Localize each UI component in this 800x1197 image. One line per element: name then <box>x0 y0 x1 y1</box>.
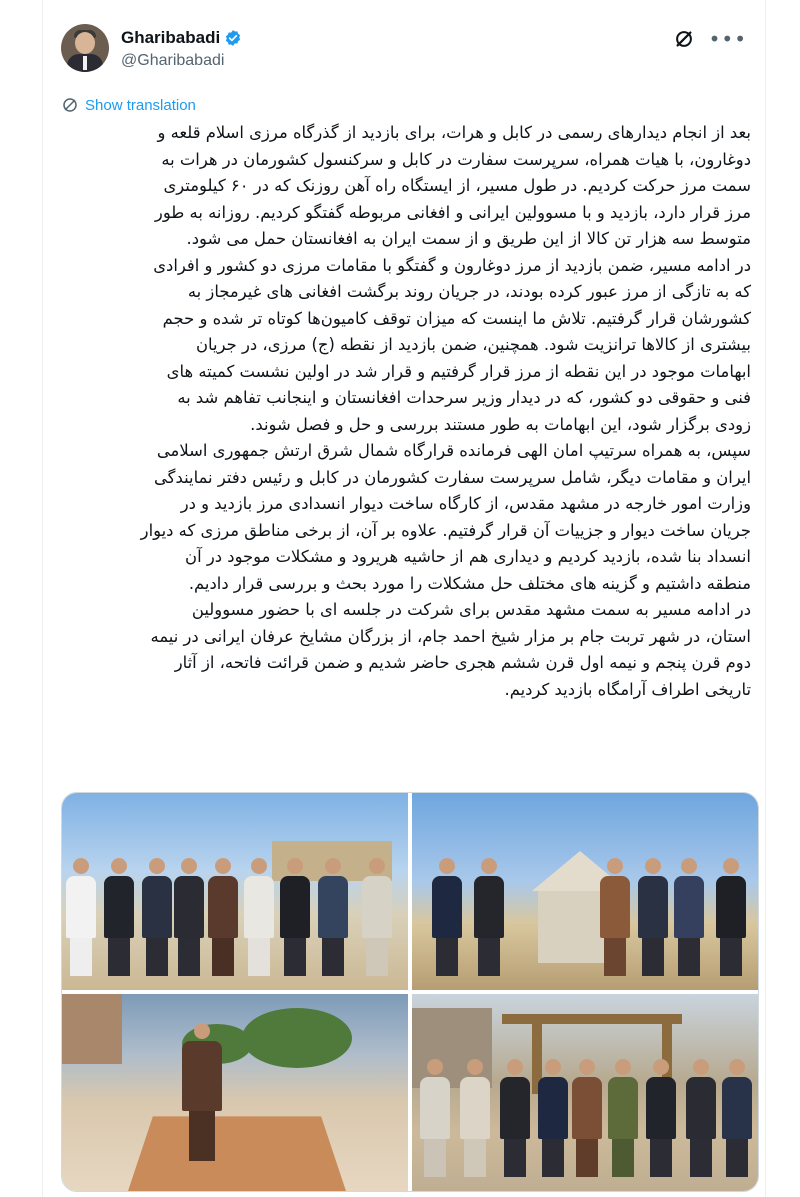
author-handle[interactable]: @Gharibabadi <box>121 52 225 69</box>
tweet-line: دوم قرن پنجم و نیمه اول قرن ششم هجری حاضر شدیم و ضمن قرائت فاتحه، از آثار <box>174 653 751 672</box>
photo-border-marker[interactable] <box>412 793 758 990</box>
grok-icon[interactable] <box>673 28 695 50</box>
tweet-line: زودی برگزار شود، این ابهامات به طور مستند بررسی و حل و فصل شوند. <box>250 414 751 434</box>
tweet-line: منطقه داشتیم و گزینه های مختلف حل مشکلات را مورد بحث و بررسی قرار دادیم. <box>188 573 751 593</box>
photo-construction-site[interactable] <box>412 994 758 1191</box>
tweet-line: کشورشان قرار گرفتیم. تلاش ما اینست که میزان توقف کامیون‌ها کوتاه تر شده و حجم <box>162 308 751 328</box>
tweet-line: در ادامه مسیر به سمت مشهد مقدس برای شرکت در جلسه ای با حضور مسوولین <box>191 600 751 619</box>
more-icon[interactable]: ••• <box>708 27 747 51</box>
photo-man-on-walkway[interactable] <box>62 994 408 1191</box>
tweet-line: در ادامه مسیر، ضمن بازدید از مرز دوغارون و گفتگو با مقامات مرزی دو کشور و افرادی <box>153 255 751 275</box>
tweet-line: مرز قرار دارد، بازدید و با مسوولین ایرانی و افغانی مربوطه گفتگو کردیم. روزانه به طور <box>154 202 751 222</box>
tweet-line: ابهامات موجود در این نقطه از مرز قرار گرفتیم و قرار شد در اولین نشست کمیته های <box>166 361 751 381</box>
tweet-text <box>61 120 751 703</box>
author-name[interactable]: Gharibabadi <box>121 28 221 47</box>
verified-badge-icon <box>224 29 242 47</box>
header-actions <box>673 28 747 50</box>
tweet-line: دوغارون، با هیات همراه، سرپرست سفارت در کابل و سرکنسول کشورمان در هرات به <box>161 149 751 169</box>
tweet-line: انسداد بنا شده، بازدید کردیم و دیداری هم از حاشیه هریرود و مشکلات موجود در آن <box>185 547 751 566</box>
show-translation-label[interactable]: Show translation <box>85 96 196 114</box>
avatar[interactable] <box>61 24 109 72</box>
tweet-card <box>42 0 766 1197</box>
tweet-line: استان، در شهر تربت جام بر مزار شیخ احمد جام، از بزرگان مشایخ عرفان ایرانی در نیمه <box>150 626 751 646</box>
tweet-line: که به تازگی از مرز عبور کرده بودند، در جریان روند برگشت افغانی های غیرمجاز به <box>187 282 751 301</box>
tweet-line: تاریخی اطراف آرامگاه بازدید کردیم. <box>504 679 751 699</box>
author-name-row[interactable] <box>121 28 242 48</box>
tweet-line: بعد از انجام دیدارهای رسمی در کابل و هرات، برای بازدید از گذرگاه مرزی اسلام قلعه و <box>157 123 751 142</box>
tweet-line: جریان ساخت دیوار و جزییات آن قرار گرفتیم. علاوه بر آن، از برخی مناطق مرزی که دیوار <box>140 520 751 540</box>
tweet-line: فنی و حقوقی دو کشور، که در دیدار وزیر سرحدات افغانستان و اینجانب تفاهم شد به <box>177 388 751 407</box>
tweet-line: متوسط سه هزار تن کالا از این طریق و از سمت ایران به افغانستان حمل می شود. <box>186 229 751 248</box>
tweet-line: ایران و مقامات دیگر، شامل سرپرست سفارت کشورمان در کابل و رئیس دفتر نمایندگی <box>154 467 751 487</box>
media-grid <box>61 792 759 1192</box>
translate-icon <box>61 96 79 114</box>
tweet-line: وزارت امور خارجه در مشهد مقدس، از کارگاه ساخت دیوار انسدادی مرز بازدید و در <box>180 494 751 513</box>
tweet-line: سپس، به همراه سرتیپ امان الهی فرمانده قرارگاه شمال شرق ارتش جمهوری اسلامی <box>156 441 751 460</box>
photo-delegation-walking[interactable] <box>62 793 408 990</box>
tweet-line: سمت مرز حرکت کردیم. در طول مسیر، از ایستگاه راه آهن روزنک که در ۶۰ کیلومتری <box>163 176 751 195</box>
show-translation-link[interactable] <box>61 96 196 114</box>
tweet-line: بیشتری از کالاها ترانزیت شود. همچنین، ضمن بازدید از نقطه (ج) مرزی، در جریان <box>196 335 751 354</box>
tweet-header <box>61 24 747 80</box>
